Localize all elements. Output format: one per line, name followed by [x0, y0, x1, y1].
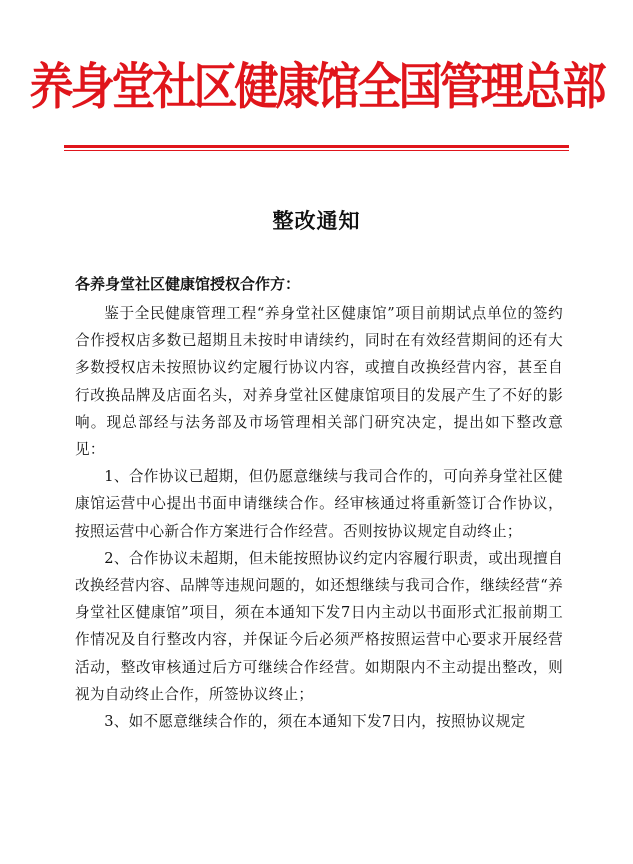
- paragraph-item-1: 1、合作协议已超期，但仍愿意继续与我司合作的，可向养身堂社区健康馆运营中心提出书面申请继续合作。经审核通过将重新签订合作协议，按照运营中心新合作方案进行合作经营。否则按协议规定自动终止；: [75, 468, 563, 540]
- paragraph-item-3: 3、如不愿意继续合作的，须在本通知下发7日内，按照协议规定: [104, 713, 526, 731]
- letterhead-divider-thin: [64, 150, 569, 151]
- letterhead-title: 养身堂社区健康馆全国管理总部: [29, 58, 604, 116]
- notice-title: 整改通知: [272, 209, 361, 233]
- salutation: 各养身堂社区健康馆授权合作方：: [75, 275, 301, 293]
- letterhead-divider-thick: [64, 145, 569, 148]
- paragraph-item-2: 2、合作协议未超期，但未能按照协议约定内容履行职责，或出现擅自改换经营内容、品牌等违规问题的，如还想继续与我司合作，继续经营“养身堂社区健康馆”项目，须在本通知下发7日内主动以书面形式汇报前期工作情况及自行整改内容，并保证今后必须严格按照运营中心要求开展经营活动，整改审核通过后方可继续合作经营。如期限内不主动提出整改，则视为自动终止合作，所签协议终止；: [75, 549, 563, 703]
- notice-body: [75, 300, 563, 735]
- paragraph-intro: 鉴于全民健康管理工程“养身堂社区健康馆”项目前期试点单位的签约合作授权店多数已超期且未按时申请续约，同时在有效经营期间的还有大多数授权店未按照协议约定履行协议内容，或擅自改换经营内容，甚至自行改换品牌及店面名头，对养身堂社区健康馆项目的发展产生了不好的影响。现总部经与法务部及市场管理相关部门研究决定，提出如下整改意见：: [75, 305, 563, 459]
